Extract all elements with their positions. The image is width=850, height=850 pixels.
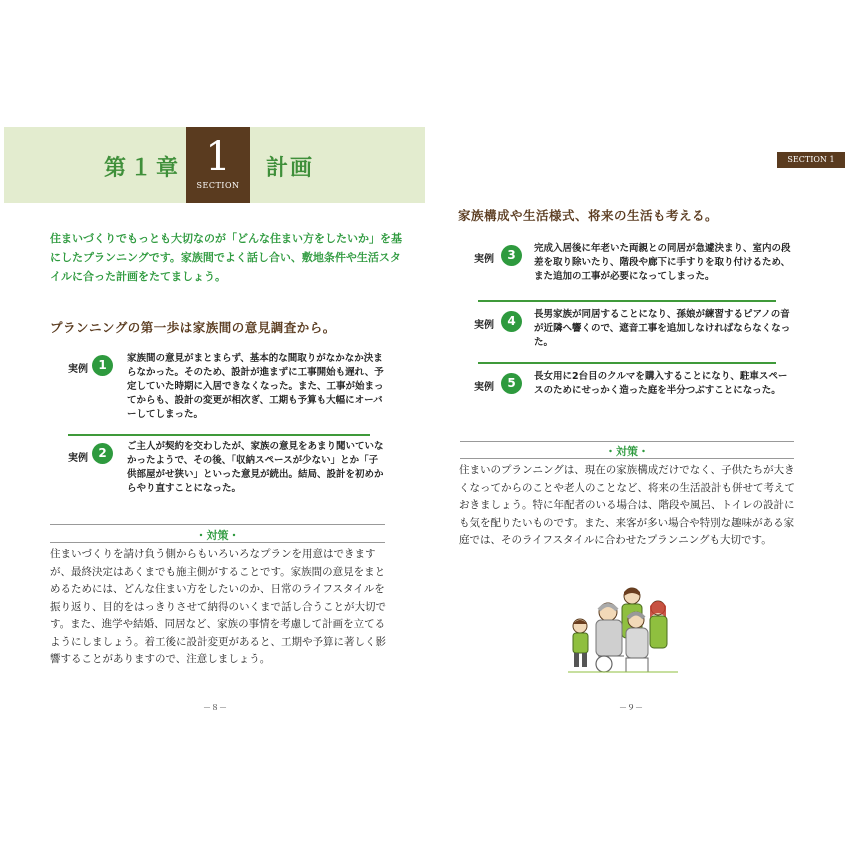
case-text: 長男家族が同居することになり、孫娘が練習するピアノの音が近隣へ響くので、遮音工事を追加しなければならなくなった。 [534, 309, 791, 348]
case-1 [68, 352, 388, 422]
divider [68, 434, 370, 436]
case-label: 実例 [68, 364, 88, 375]
case-text: 家族間の意見がまとまらず、基本的な間取りがなかなか決まらなかった。そのため、設計が進まずに工事開始も遅れ、予定していた時期に入居できなくなった。また、工事が始まってからも、設計の変更が相次ぎ、工期も予算も大幅にオーバーしてしまった。 [127, 353, 384, 420]
taisaku-rule-top [460, 441, 794, 442]
case-text: 長女用に2台目のクルマを購入することになり、駐車スペースのためにせっかく造った庭を半分つぶすことになった。 [534, 371, 788, 396]
case-3 [474, 242, 794, 292]
case-number-badge: 5 [501, 373, 522, 394]
taisaku-rule-bottom [460, 458, 794, 459]
chapter-title: 計画 [266, 156, 315, 181]
page-number: －９－ [619, 703, 643, 712]
chapter-section-label: SECTION [196, 181, 240, 190]
case-number-badge: 2 [92, 443, 113, 464]
left-heading: プランニングの第一歩は家族間の意見調査から。 [50, 320, 336, 335]
case-text: ご主人が契約を交わしたが、家族の意見をあまり聞いていなかったようで、その後、「収納スペースが少ない」とか「子供部屋がせ狭い」といった意見が続出。結局、設計を初めからやり直すことになった。 [127, 441, 384, 494]
intro-text: 住まいづくりでもっとも大切なのが「どんな住まい方をしたいか」を基にしたプランニングです。家族間でよく話し合い、敷地条件や生活スタイルに合った計画をたてましょう。 [50, 232, 402, 283]
page-number: －８－ [203, 703, 227, 712]
chapter-prefix: 第１章 [104, 156, 183, 181]
section-tab: SECTION 1 [777, 152, 845, 168]
taisaku-rule-bottom [50, 542, 385, 543]
family-illustration [568, 582, 678, 674]
taisaku-rule-top [50, 524, 385, 525]
chapter-number-box [186, 127, 250, 203]
case-label: 実例 [474, 382, 494, 393]
taisaku-title: ・対策・ [605, 445, 649, 458]
taisaku-title: ・対策・ [195, 529, 240, 542]
divider [478, 362, 776, 364]
taisaku-body: 住まいづくりを請け負う側からもいろいろなプランを用意はできますが、最終決定はあくまでも施主側がすることです。家族間の意見をまとめるためには、どんな住まい方をしたいのか、日常のライフスタイルを振り返り、目的をはっきりさせて納得のいくまで話し合うことが大切です。また、進学や結婚、同居など、家族の事情を考慮して計画を立てるようにしましょう。着工後に設計変更があると、工期や予算に著しく影響することがありますので、注意しましょう。 [50, 548, 386, 665]
case-label: 実例 [474, 254, 494, 265]
right-heading: 家族構成や生活様式、将来の生活も考える。 [458, 208, 719, 223]
case-label: 実例 [474, 320, 494, 331]
case-label: 実例 [68, 453, 88, 464]
case-number-badge: 4 [501, 311, 522, 332]
case-number-badge: 3 [501, 245, 522, 266]
chapter-number: 1 [205, 134, 231, 180]
case-4 [474, 308, 794, 358]
case-text: 完成入居後に年老いた両親との同居が急遽決まり、室内の段差を取り除いたり、階段や廊下に手すりを取り付けるため、また追加の工事が必要になってしまった。 [534, 243, 791, 282]
case-number-badge: 1 [92, 355, 113, 376]
case-5 [474, 370, 794, 420]
divider [478, 300, 776, 302]
case-2 [68, 440, 388, 500]
taisaku-body: 住まいのプランニングは、現在の家族構成だけでなく、子供たちが大きくなってからのことや老人のことなど、将来の生活設計も併せて考えておきましょう。特に年配者のいる場合は、階段や風呂、トイレの設計にも気を配りたいものです。また、来客が多い場合や特別な趣味がある家庭では、そのライフスタイルに合わせたプランニングも大切です。 [459, 464, 795, 546]
